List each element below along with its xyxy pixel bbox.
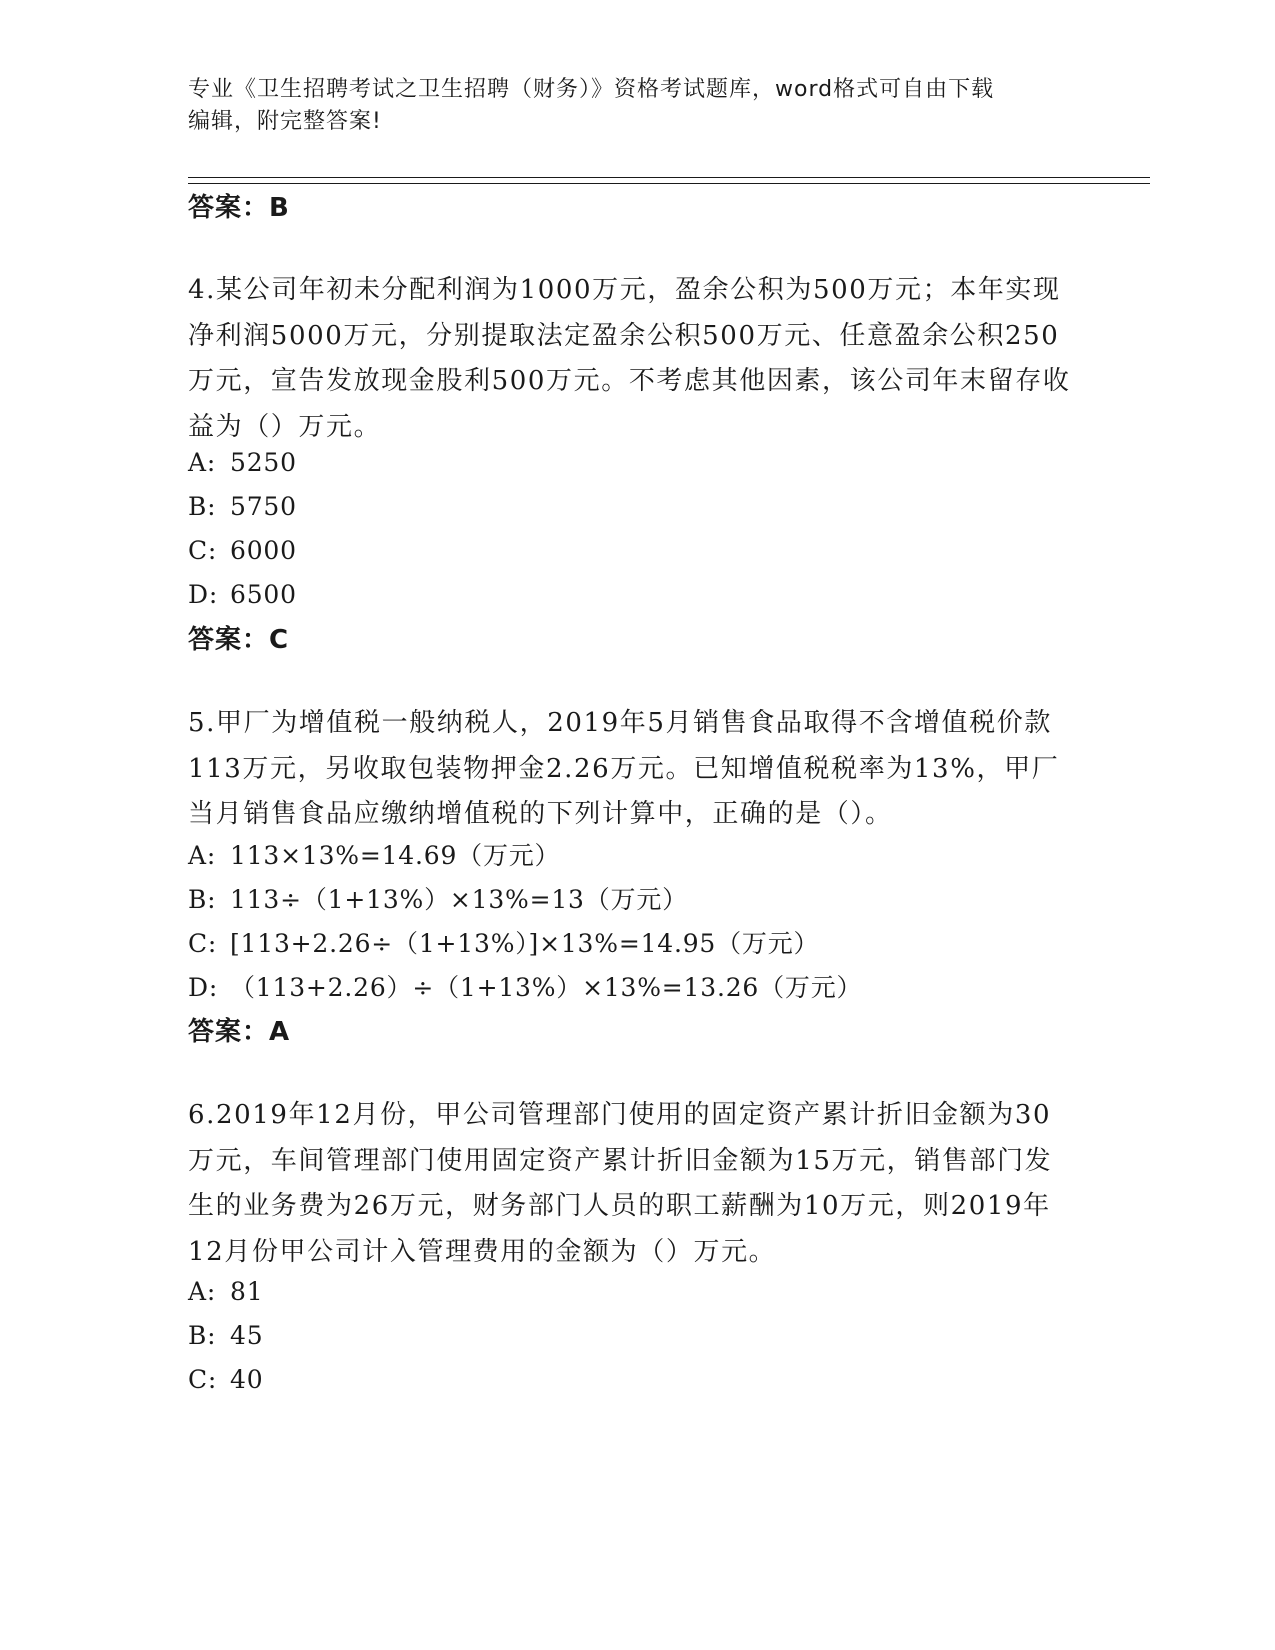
option-text: 113÷（1+13%）×13%=13（万元） (230, 885, 688, 914)
answer-q4: 答案：C (188, 625, 290, 655)
option-text: 6500 (230, 580, 297, 609)
option-key: A: (188, 841, 217, 870)
question-4-option-d (188, 575, 297, 615)
option-key: D: (188, 580, 219, 609)
document-header (188, 74, 1088, 138)
option-key: A: (188, 448, 217, 477)
question-4-option-c (188, 531, 297, 571)
option-text: [113+2.26÷（1+13%）]×13%=14.95（万元） (230, 929, 820, 958)
option-text: 5250 (230, 448, 297, 477)
option-key: C: (188, 929, 218, 958)
option-key: C: (188, 1365, 218, 1394)
header-rule-top (188, 177, 1150, 178)
question-5-text: 5.甲厂为增值税一般纳税人，2019年5月销售食品取得不含增值税价款113万元，另收取包装物押金2.26万元。已知增值税税率为13%，甲厂当月销售食品应缴纳增值税的下列计算中，正确的是（）。 (188, 708, 1060, 829)
header-rule-bottom (188, 183, 1150, 184)
question-5-option-a (188, 836, 560, 876)
question-6-text: 6.2019年12月份，甲公司管理部门使用的固定资产累计折旧金额为30万元，车间管理部门使用固定资产累计折旧金额为15万元，销售部门发生的业务费为26万元，财务部门人员的职工薪酬为10万元，则2019年12月份甲公司计入管理费用的金额为（）万元。 (188, 1100, 1053, 1267)
question-6-option-b (188, 1316, 263, 1356)
question-6-option-a (188, 1272, 263, 1312)
option-key: B: (188, 492, 217, 521)
question-5-option-d (188, 968, 862, 1008)
answer-q5: 答案：A (188, 1017, 291, 1047)
header-line-1: 专业《卫生招聘考试之卫生招聘（财务）》资格考试题库，word格式可自由下载 (188, 77, 995, 102)
option-text: 113×13%=14.69（万元） (230, 841, 561, 870)
option-text: 45 (230, 1321, 264, 1350)
option-key: A: (188, 1277, 217, 1306)
option-text: 40 (230, 1365, 264, 1394)
question-6-option-c (188, 1360, 263, 1400)
question-4-text: 4.某公司年初未分配利润为1000万元，盈余公积为500万元；本年实现净利润5000万元，分别提取法定盈余公积500万元、任意盈余公积250万元，宣告发放现金股利500万元。不考虑其他因素，该公司年末留存收益为（）万元。 (188, 275, 1071, 442)
header-line-2: 编辑，附完整答案! (188, 109, 382, 134)
option-text: （113+2.26）÷（1+13%）×13%=13.26（万元） (230, 973, 863, 1002)
option-key: B: (188, 1321, 217, 1350)
option-key: B: (188, 885, 217, 914)
option-text: 81 (230, 1277, 264, 1306)
option-key: C: (188, 536, 218, 565)
option-text: 5750 (230, 492, 297, 521)
answer-q3: 答案：B (188, 193, 290, 223)
option-text: 6000 (230, 536, 297, 565)
question-5-option-c (188, 924, 819, 964)
question-5-option-b (188, 880, 688, 920)
option-key: D: (188, 973, 219, 1002)
question-4-option-b (188, 487, 297, 527)
question-4-option-a (188, 443, 297, 483)
